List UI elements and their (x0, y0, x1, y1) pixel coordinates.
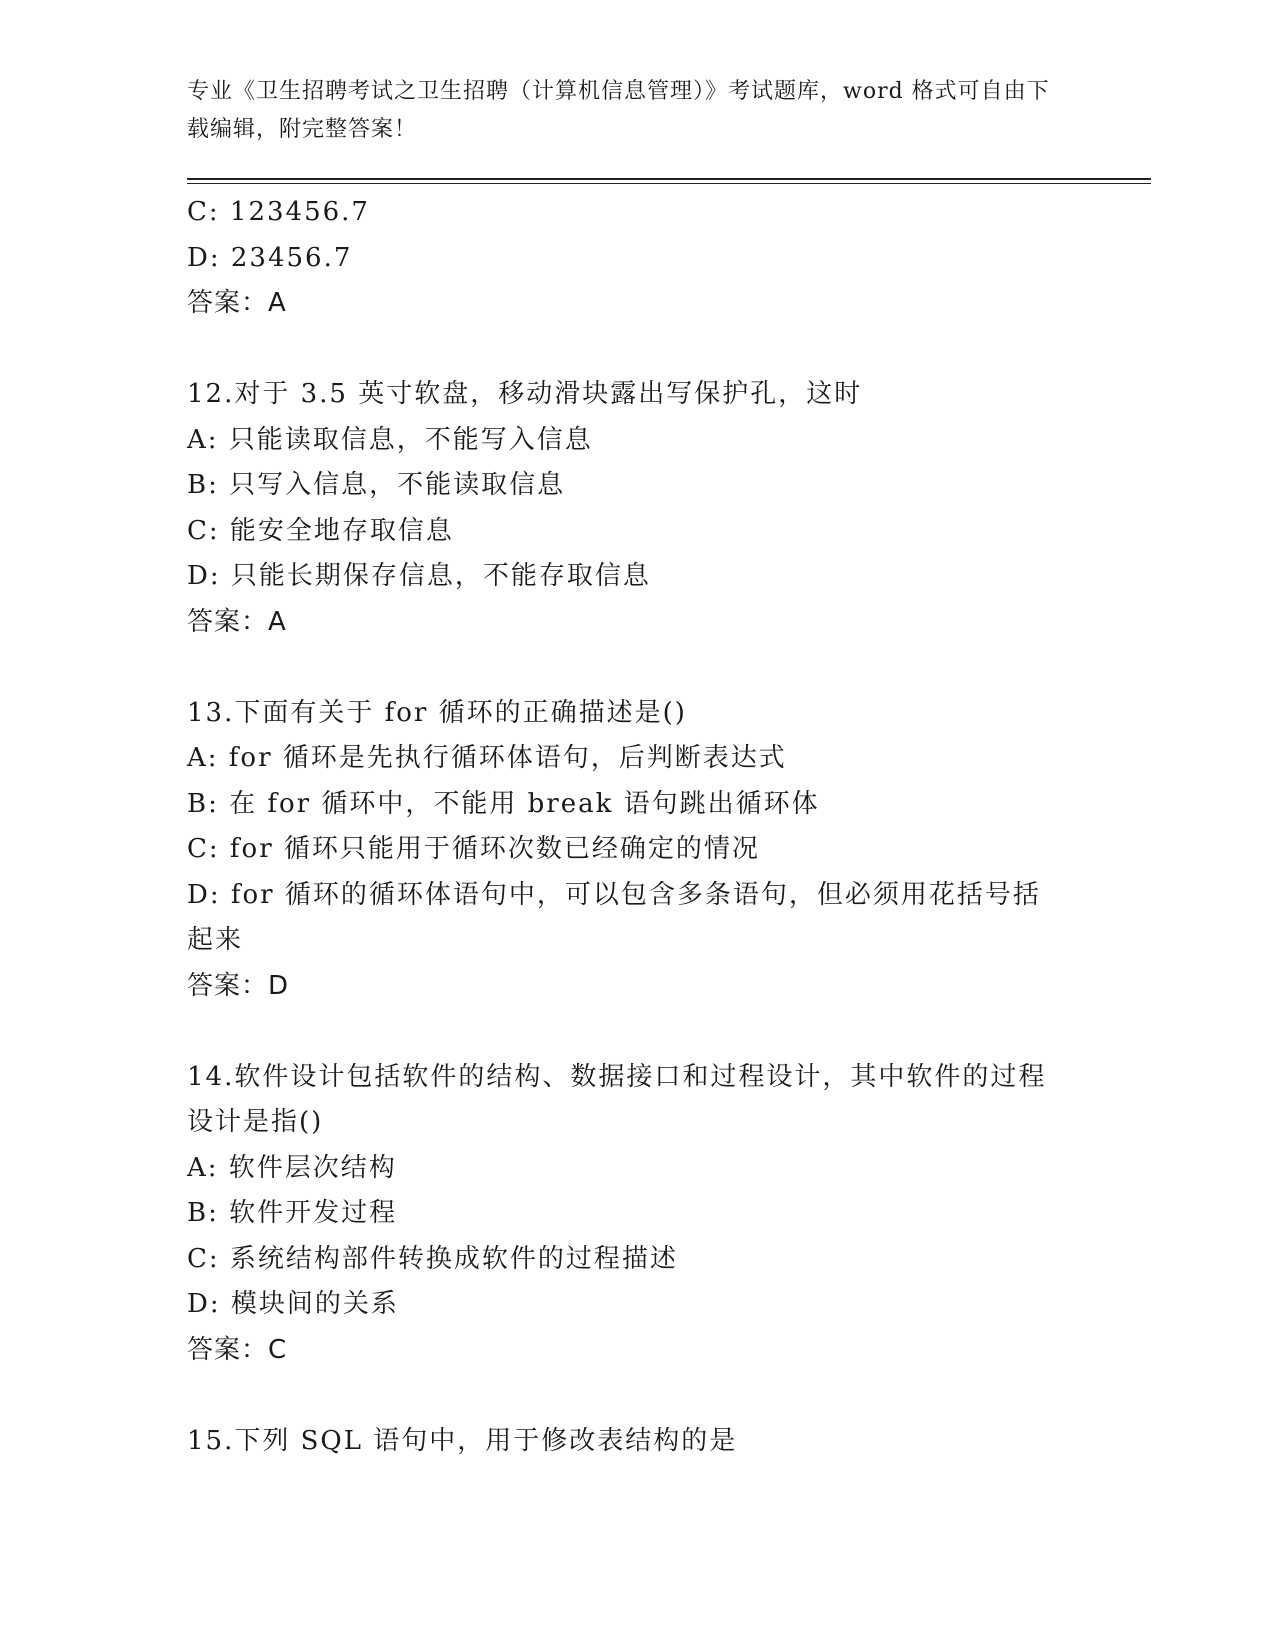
question-12 (187, 372, 1067, 645)
answer-label: 答案：C (187, 1334, 288, 1365)
page-header (187, 73, 1067, 149)
answer-label: 答案：A (187, 606, 287, 637)
spacer (187, 1009, 1067, 1055)
spacer (187, 1373, 1067, 1419)
prev-answer: 答案：A (187, 288, 287, 318)
prev-option-d: D: 23456.7 (187, 242, 353, 273)
option-a: A: 软件层次结构 (187, 1152, 397, 1183)
option-c: C: 系统结构部件转换成软件的过程描述 (187, 1243, 678, 1274)
question-list (187, 190, 1067, 1464)
header-text: 专业《卫生招聘考试之卫生招聘（计算机信息管理）》考试题库，word 格式可自由下载编辑，附完整答案！ (187, 79, 1050, 142)
question-stem: 12.对于 3.5 英寸软盘，移动滑块露出写保护孔，这时 (187, 379, 863, 409)
option-b: B: 在 for 循环中，不能用 break 语句跳出循环体 (187, 788, 820, 819)
option-a: A: for 循环是先执行循环体语句，后判断表达式 (187, 743, 787, 773)
option-d: D: for 循环的循环体语句中，可以包含多条语句，但必须用花括号括起来 (187, 879, 1041, 955)
header-divider-thin (187, 183, 1151, 184)
question-15 (187, 1419, 1067, 1465)
question-stem: 13.下面有关于 for 循环的正确描述是() (187, 697, 687, 728)
question-stem: 15.下列 SQL 语句中，用于修改表结构的是 (187, 1425, 738, 1456)
question-stem: 14.软件设计包括软件的结构、数据接口和过程设计，其中软件的过程设计是指() (187, 1061, 1047, 1137)
option-d: D: 模块间的关系 (187, 1289, 399, 1319)
option-b: B: 软件开发过程 (187, 1198, 398, 1228)
spacer (187, 327, 1067, 373)
option-b: B: 只写入信息，不能读取信息 (187, 470, 566, 500)
option-c: C: for 循环只能用于循环次数已经确定的情况 (187, 834, 760, 864)
question-14 (187, 1055, 1067, 1374)
question-13 (187, 691, 1067, 1010)
spacer (187, 645, 1067, 691)
option-d: D: 只能长期保存信息，不能存取信息 (187, 561, 651, 591)
option-c: C: 能安全地存取信息 (187, 515, 454, 546)
header-divider-thick (187, 178, 1151, 180)
prev-option-c: C: 123456.7 (187, 197, 370, 227)
answer-label: 答案：D (187, 970, 290, 1001)
option-a: A: 只能读取信息，不能写入信息 (187, 424, 593, 455)
